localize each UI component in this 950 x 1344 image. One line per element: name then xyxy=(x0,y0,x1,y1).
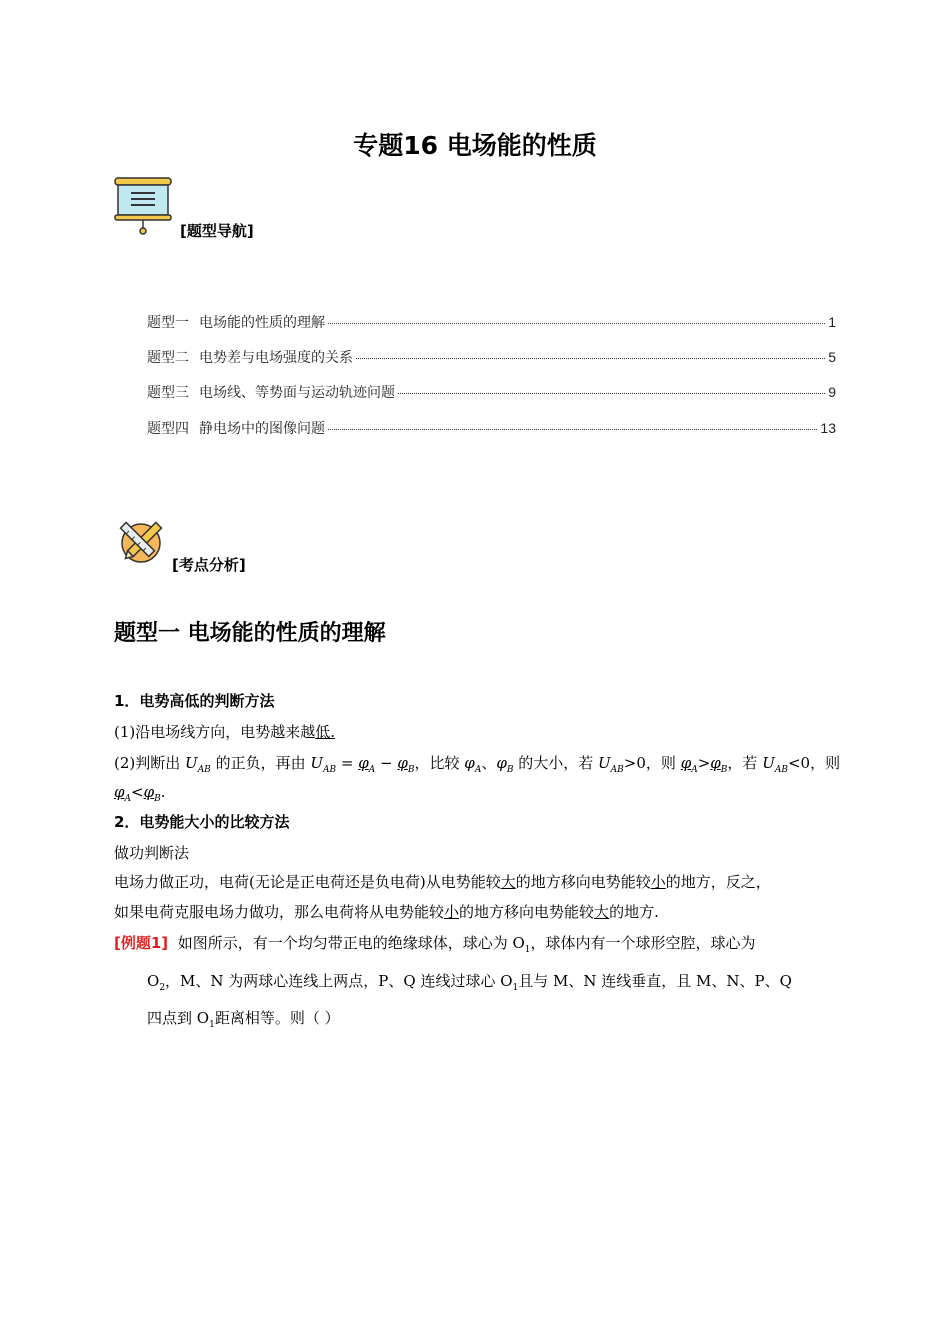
toc-item[interactable] xyxy=(147,382,836,402)
example-line-1: [例题1] 如图所示，有一个均匀带正电的绝缘球体，球心为 $O_1$，球体内有一个球形空腔，球心为 xyxy=(114,934,756,955)
toc-label: 题型三 xyxy=(147,385,189,401)
section-heading: 题型一 电场能的性质的理解 xyxy=(114,621,386,646)
nav-label: [题型导航] xyxy=(180,222,254,240)
paragraph-1: (1)沿电场线方向，电势越来越低. xyxy=(114,723,336,741)
projector-screen-icon xyxy=(112,176,174,236)
example-line-3: 四点到 $O_1$距离相等。则（ ） xyxy=(147,1009,340,1030)
toc-text: 电场能的性质的理解 xyxy=(199,315,325,331)
paragraph-2: (2)判断出 $U_{AB}$ 的正负，再由 $U_{AB} = \varphi_A - \varphi_B$，比较 $\varphi_A$、$\varphi_B$ 的大小，若 $U_{AB}>0$，则 $\varphi_A>\varphi_B$，若 $U_{AB}<0$，则 xyxy=(114,754,841,775)
toc-item[interactable] xyxy=(147,418,836,438)
paragraph-3: 做功判断法 xyxy=(114,844,190,862)
example-tag: [例题1] xyxy=(114,934,169,952)
pencil-ruler-icon xyxy=(116,516,166,566)
toc-item[interactable] xyxy=(147,312,836,332)
page-title: 专题16 电场能的性质 xyxy=(353,131,597,160)
toc-page: 13 xyxy=(820,420,836,436)
toc-label: 题型二 xyxy=(147,350,189,366)
subheading-1: 1．电势高低的判断方法 xyxy=(114,692,275,710)
toc-page: 1 xyxy=(828,314,836,330)
paragraph-5: 如果电荷克服电场力做功，那么电荷将从电势能较小的地方移向电势能较大的地方. xyxy=(114,903,659,921)
paragraph-4: 电场力做正功，电荷(无论是正电荷还是负电荷)从电势能较大的地方移向电势能较小的地方，反之， xyxy=(114,873,771,891)
example-line-2: $O_2$，M、N 为两球心连线上两点，P、Q 连线过球心 $O_1$且与 M、N 连线垂直，且 M、N、P、Q xyxy=(147,972,792,993)
toc-label: 题型四 xyxy=(147,421,189,437)
toc-page: 5 xyxy=(828,349,836,365)
analysis-label: [考点分析] xyxy=(172,556,246,574)
toc-item[interactable] xyxy=(147,347,836,367)
toc-label: 题型一 xyxy=(147,315,189,331)
paragraph-2-cont: $\varphi_A<\varphi_B$. xyxy=(114,783,166,804)
toc-text: 静电场中的图像问题 xyxy=(199,421,325,437)
toc-text: 电场线、等势面与运动轨迹问题 xyxy=(199,385,395,401)
subheading-2: 2．电势能大小的比较方法 xyxy=(114,813,290,831)
toc-text: 电势差与电场强度的关系 xyxy=(199,350,353,366)
toc-page: 9 xyxy=(828,384,836,400)
